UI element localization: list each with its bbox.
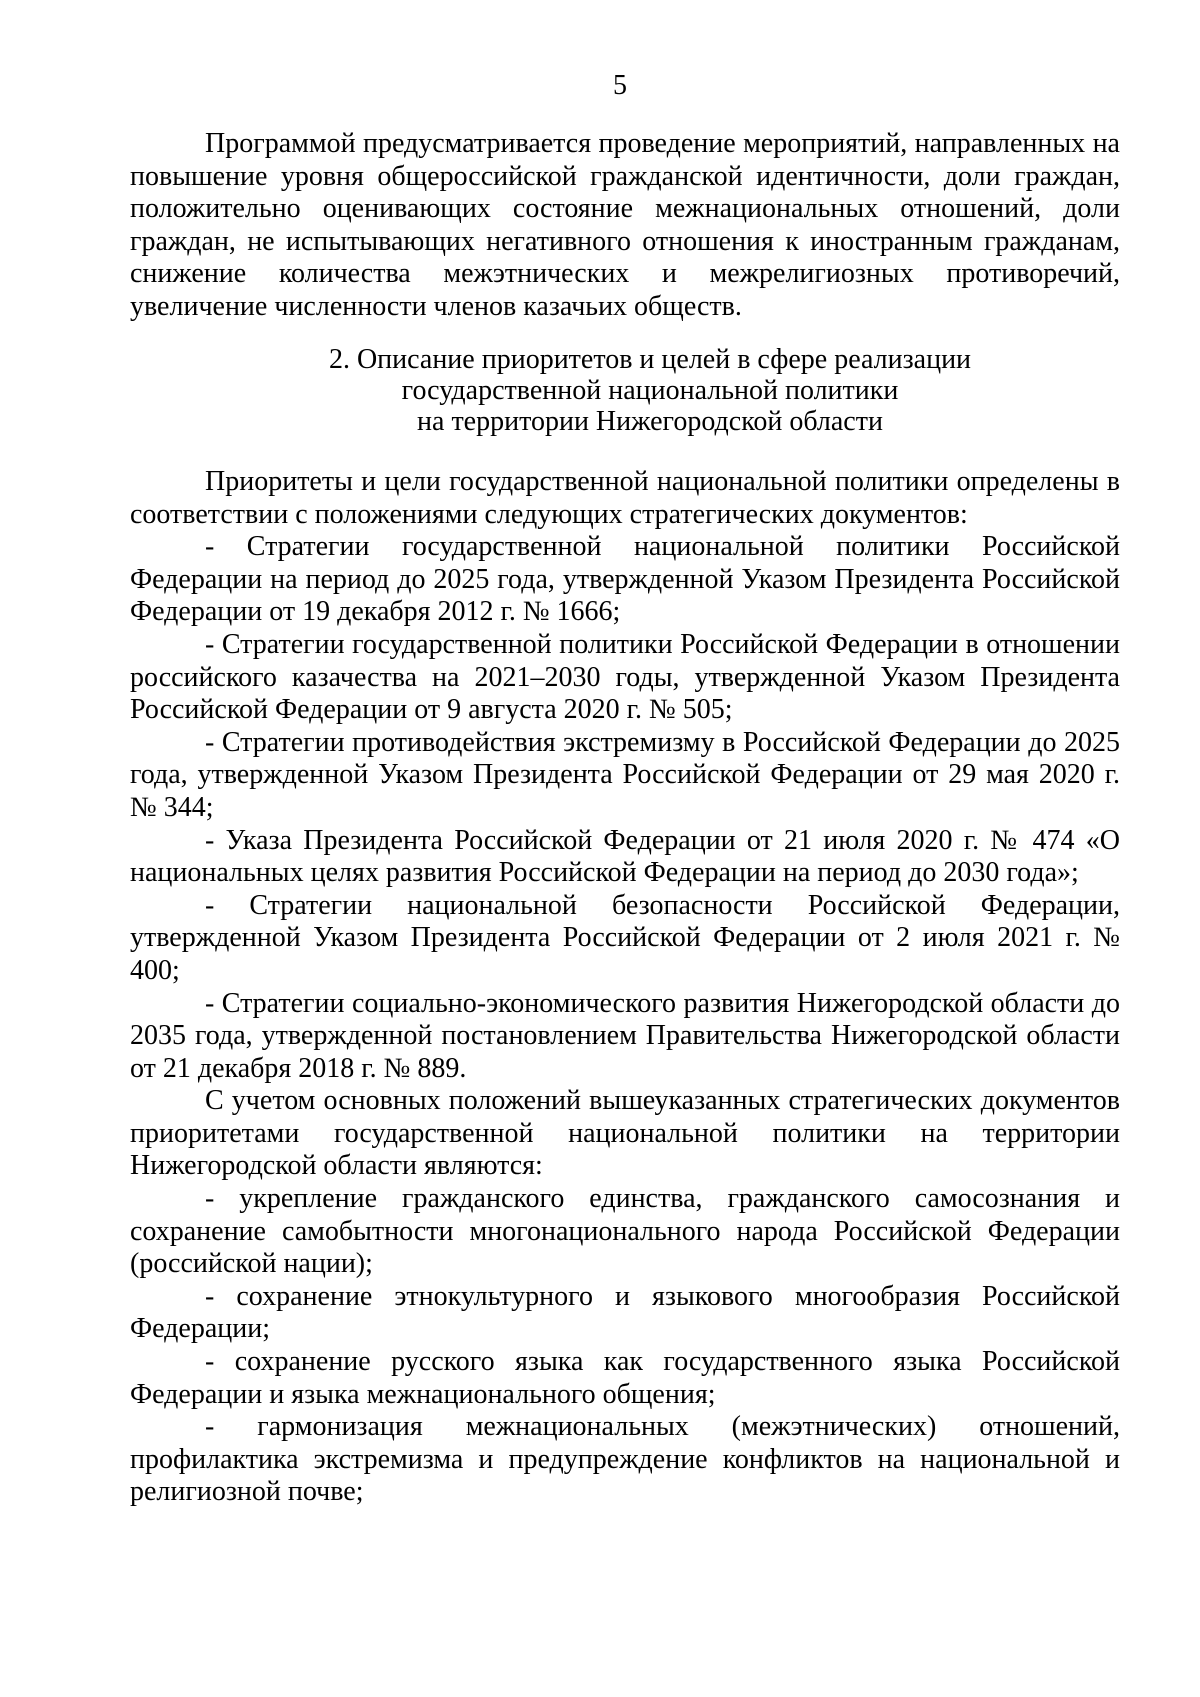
priorities-section: [130, 466, 1120, 1509]
document-list-item: - Стратегии противодействия экстремизму в Российской Федерации до 2025 года, утвержденной Указом Президента Российской Федерации от 29 мая 2020 г. № 344;: [130, 726, 1120, 823]
section-heading-line-2: государственной национальной политики: [401, 375, 899, 406]
document-list-item: - Указа Президента Российской Федерации от 21 июля 2020 г. № 474 «О национальных целях развития Российской Федерации на период до 2030 года»;: [130, 824, 1120, 889]
intro-section: [130, 128, 1120, 324]
document-list-item: - Стратегии государственной национальной политики Российской Федерации на период до 2025 года, утвержденной Указом Президента Российской Федерации от 19 декабря 2012 г. № 1666;: [130, 531, 1120, 628]
intro-paragraph: Программой предусматривается проведение мероприятий, направленных на повышение уровня общероссийской гражданской идентичности, доли граждан, положительно оценивающих состояние межнациональных отношений, доли граждан, не испытывающих негативного отношения к иностранным гражданам, снижение количества межэтнических и межрелигиозных противоречий, увеличение численности членов казачьих обществ.: [130, 128, 1120, 322]
document-list-item: - Стратегии социально-экономического развития Нижегородской области до 2035 года, утвержденной постановлением Правительства Нижегородской области от 21 декабря 2018 г. № 889.: [130, 987, 1120, 1084]
priority-list-item: - сохранение этнокультурного и языкового многообразия Российской Федерации;: [130, 1280, 1120, 1345]
priorities-intro-paragraph: Приоритеты и цели государственной национальной политики определены в соответствии с положениями следующих стратегических документов:: [130, 466, 1120, 530]
priority-list-item: - гармонизация межнациональных (межэтнических) отношений, профилактика экстремизма и предупреждение конфликтов на национальной и религиозной почве;: [130, 1411, 1120, 1508]
section-heading-line-3: на территории Нижегородской области: [417, 406, 883, 437]
priority-list-item: - сохранение русского языка как государственного языка Российской Федерации и языка межнационального общения;: [130, 1346, 1120, 1410]
priorities-lead-paragraph: С учетом основных положений вышеуказанных стратегических документов приоритетами государственной национальной политики на территории Нижегородской области являются:: [130, 1085, 1120, 1182]
section-heading: [130, 344, 1170, 437]
section-heading-line-1: 2. Описание приоритетов и целей в сфере реализации: [328, 344, 972, 375]
document-list-item: - Стратегии национальной безопасности Российской Федерации, утвержденной Указом Президента Российской Федерации от 2 июля 2021 г. № 400;: [130, 889, 1120, 986]
document-list-item: - Стратегии государственной политики Российской Федерации в отношении российского казачества на 2021–2030 годы, утвержденной Указом Президента Российской Федерации от 9 августа 2020 г. № 505;: [130, 628, 1120, 726]
page-number: 5: [613, 70, 627, 101]
priority-list-item: - укрепление гражданского единства, гражданского самосознания и сохранение самобытности многонационального народа Российской Федерации (российской нации);: [130, 1183, 1120, 1280]
